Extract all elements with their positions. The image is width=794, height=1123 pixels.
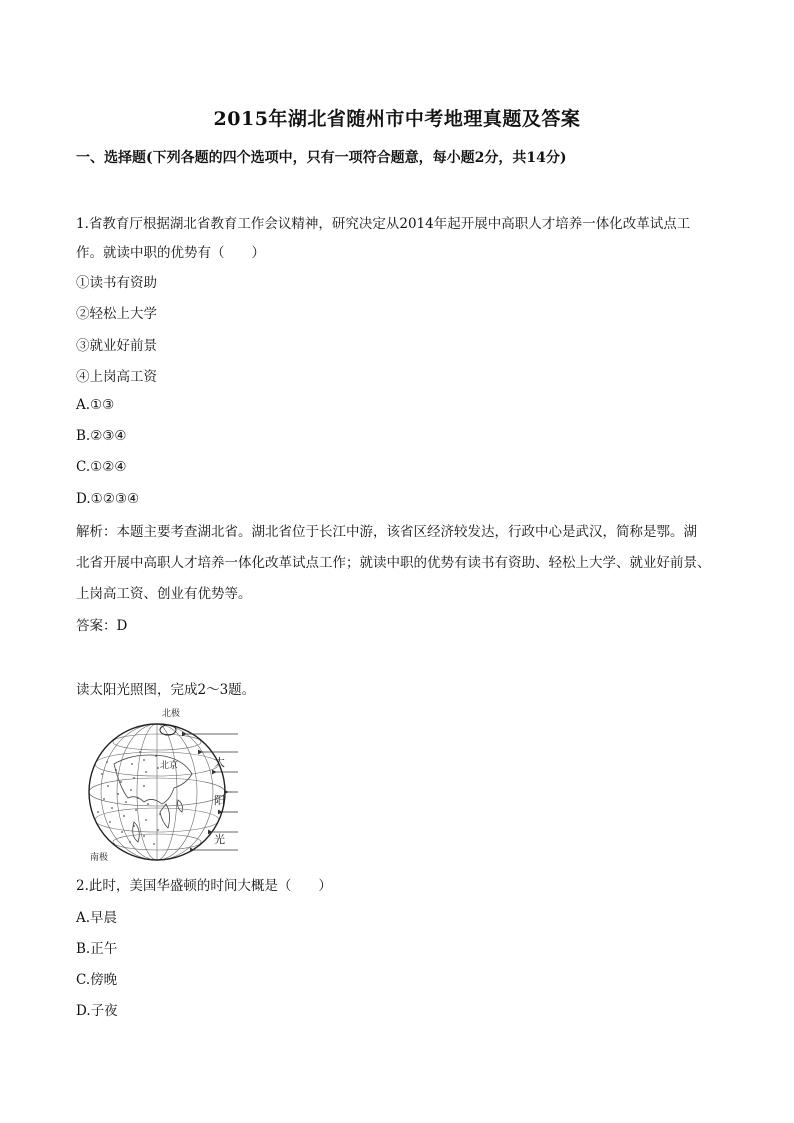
figure-intro: 读太阳光照图，完成2～3题。 (76, 682, 256, 698)
section-heading: 一、选择题(下列各题的四个选项中，只有一项符合题意，每小题2分，共14分) (76, 150, 567, 166)
question-1-item-2: ②轻松上大学 (76, 306, 157, 322)
question-1-stem-line-2: 作。就读中职的优势有（ ） (76, 245, 265, 261)
sunlight-label-1: 太 (214, 756, 225, 769)
page-title: 2015年湖北省随州市中考地理真题及答案 (213, 108, 581, 130)
question-2-option-d: D.子夜 (76, 1003, 118, 1019)
question-1-item-3: ③就业好前景 (76, 338, 157, 354)
south-pole-label: 南极 (90, 853, 109, 862)
question-2-option-c: C.傍晚 (76, 972, 118, 988)
city-label: 北京 (160, 761, 179, 771)
question-1-option-c: C.①②④ (76, 459, 127, 475)
sunlight-label-3: 光 (214, 833, 225, 846)
question-1-answer: 答案：D (76, 618, 128, 634)
question-2-option-a: A.早晨 (76, 910, 118, 926)
question-1-stem-line-1: 1.省教育厅根据湖北省教育工作会议精神，研究决定从2014年起开展中高职人才培养一体化改革试点工 (76, 216, 691, 232)
question-1-analysis-line-1: 解析：本题主要考查湖北省。湖北省位于长江中游，该省区经济较发达，行政中心是武汉，简称是鄂。湖 (76, 524, 697, 540)
question-2-stem: 2.此时，美国华盛顿的时间大概是（ ） (76, 878, 332, 894)
north-pole-label: 北极 (162, 709, 181, 719)
question-1-item-4: ④上岗高工资 (76, 369, 157, 385)
question-1-item-1: ①读书有资助 (76, 275, 157, 291)
question-1-option-a: A.①③ (76, 397, 115, 413)
sunlight-globe-figure (74, 704, 244, 862)
question-2-option-b: B.正午 (76, 941, 118, 957)
land-outline (114, 755, 192, 842)
question-1-analysis-line-3: 上岗高工资、创业有优势等。 (76, 586, 252, 602)
sunlight-label-2: 阳 (214, 794, 225, 807)
question-1-option-b: B.②③④ (76, 428, 127, 444)
question-1-analysis-line-2: 北省开展中高职人才培养一体化改革试点工作；就读中职的优势有读书有资助、轻松上大学、就业好前景、 (76, 555, 711, 571)
question-1-option-d: D.①②③④ (76, 491, 140, 507)
